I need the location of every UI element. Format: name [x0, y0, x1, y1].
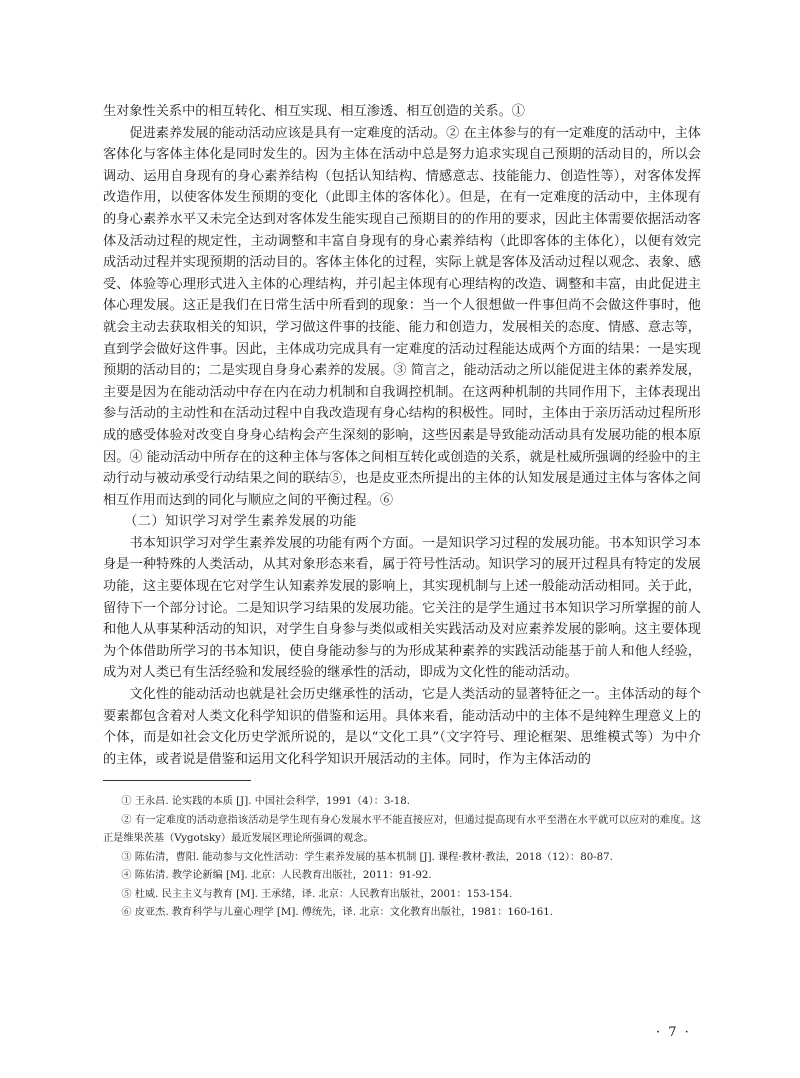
footnotes [103, 793, 701, 923]
page-number: · 7 · [656, 1025, 691, 1040]
footnote-5: ⑤ 杜威. 民主主义与教育 [M]. 王承绪，译. 北京：人民教育出版社，2001：153-154. [121, 888, 513, 900]
footnote-3: ③ 陈佑清，曹阳. 能动参与文化性活动：学生素养发展的基本机制 [J]. 课程·教材·教法，2018（12）：80-87. [121, 851, 613, 863]
paragraph-knowledge-learning: 书本知识学习对学生素养发展的功能有两个方面。一是知识学习过程的发展功能。书本知识学习本身是一种特殊的人类活动，从其对象形态来看，属于符号性活动。知识学习的展开过程具有特定的发展功能，这主要体现在它对学生认知素养发展的影响上，其实现机制与上述一般能动活动相同。关于此，留待下一个部分讨论。二是知识学习结果的发展功能。它关注的是学生通过书本知识学习所掌握的前人和他人从事某种活动的知识，对学生自身参与类似或相关实践活动及对应素养发展的影响。这主要体现为个体借助所学习的书本知识，使自身能动参与的为形成某种素养的实践活动能基于前人和他人经验，成为对人类已有生活经验和发展经验的继承性的活动，即成为文化性的能动活动。 [103, 535, 701, 681]
footnote-4: ④ 陈佑清. 教学论新编 [M]. 北京：人民教育出版社，2011：91-92. [121, 870, 432, 882]
section-subheading: （二）知识学习对学生素养发展的功能 [124, 514, 357, 530]
footnote-2: ② 有一定难度的活动意指该活动是学生现有身心发展水平不能直接应对，但通过提高现有水平至潜在水平就可以应对的难度。这正是维果茨基（Vygotsky）最近发展区理论所强调的观念。 [103, 814, 701, 845]
footnote-divider [103, 780, 251, 781]
paragraph-active-activity: 促进素养发展的能动活动应该是具有一定难度的活动。② 在主体参与的有一定难度的活动中，主体客体化与客体主体化是同时发生的。因为主体在活动中总是努力追求实现自己预期的活动目的，所以会调动、运用自身现有的身心素养结构（包括认知结构、情感意志、技能能力、创造性等），对客体发挥改造作用，以使客体发生预期的变化（此即主体的客体化）。但是，在有一定难度的活动中，主体现有的身心素养水平又未完全达到对客体发生能实现自己预期目的的作用的要求，因此主体需要依据活动客体及活动过程的规定性，主动调整和丰富自身现有的身心素养结构（此即客体的主体化），以便有效完成活动过程并实现预期的活动目的。客体主体化的过程，实际上就是客体及活动过程以观念、表象、感受、体验等心理形式进入主体的心理结构，并引起主体现有心理结构的改造、调整和丰富，由此促进主体心理发展。这正是我们在日常生活中所看到的现象：当一个人很想做一件事但尚不会做这件事时，他就会主动去获取相关的知识，学习做这件事的技能、能力和创造力，发展相关的态度、情感、意志等，直到学会做好这件事。因此，主体成功完成具有一定难度的活动过程能达成两个方面的结果：一是实现预期的活动目的；二是实现自身身心素养的发展。③ 简言之，能动活动之所以能促进主体的素养发展，主要是因为在能动活动中存在内在动力机制和自我调控机制。在这两种机制的共同作用下，主体表现出参与活动的主动性和在活动过程中自我改造现有身心结构的积极性。同时，主体由于亲历活动过程所形成的感受体验对改变自身身心结构会产生深刻的影响，这些因素是导致能动活动具有发展功能的根本原因。④ 能动活动中所存在的这种主体与客体之间相互转化或创造的关系，就是杜威所强调的经验中的主动行动与被动承受行动结果之间的联结⑤，也是皮亚杰所提出的主体的认知发展是通过主体与客体之间相互作用而达到的同化与顺应之间的平衡过程。⑥ [103, 125, 701, 508]
paragraph-cultural-activity: 文化性的能动活动也就是社会历史继承性的活动，它是人类活动的显著特征之一。主体活动的每个要素都包含着对人类文化科学知识的借鉴和运用。具体来看，能动活动中的主体不是纯粹生理意义上的个体，而是如社会文化历史学派所说的，是以“文化工具”（文字符号、理论框架、思维模式等）为中介的主体，或者说是借鉴和运用文化科学知识开展活动的主体。同时，作为主体活动的 [103, 687, 701, 767]
paragraph-continued: 生对象性关系中的相互转化、相互实现、相互渗透、相互创造的关系。① [103, 104, 525, 119]
page-content [103, 101, 701, 923]
footnote-6: ⑥ 皮亚杰. 教育科学与儿童心理学 [M]. 傅统先，译. 北京：文化教育出版社，1981：160-161. [121, 907, 553, 919]
footnote-1: ① 王永昌. 论实践的本质 [J]. 中国社会科学，1991（4）：3-18. [121, 796, 411, 808]
body-text [103, 101, 701, 770]
